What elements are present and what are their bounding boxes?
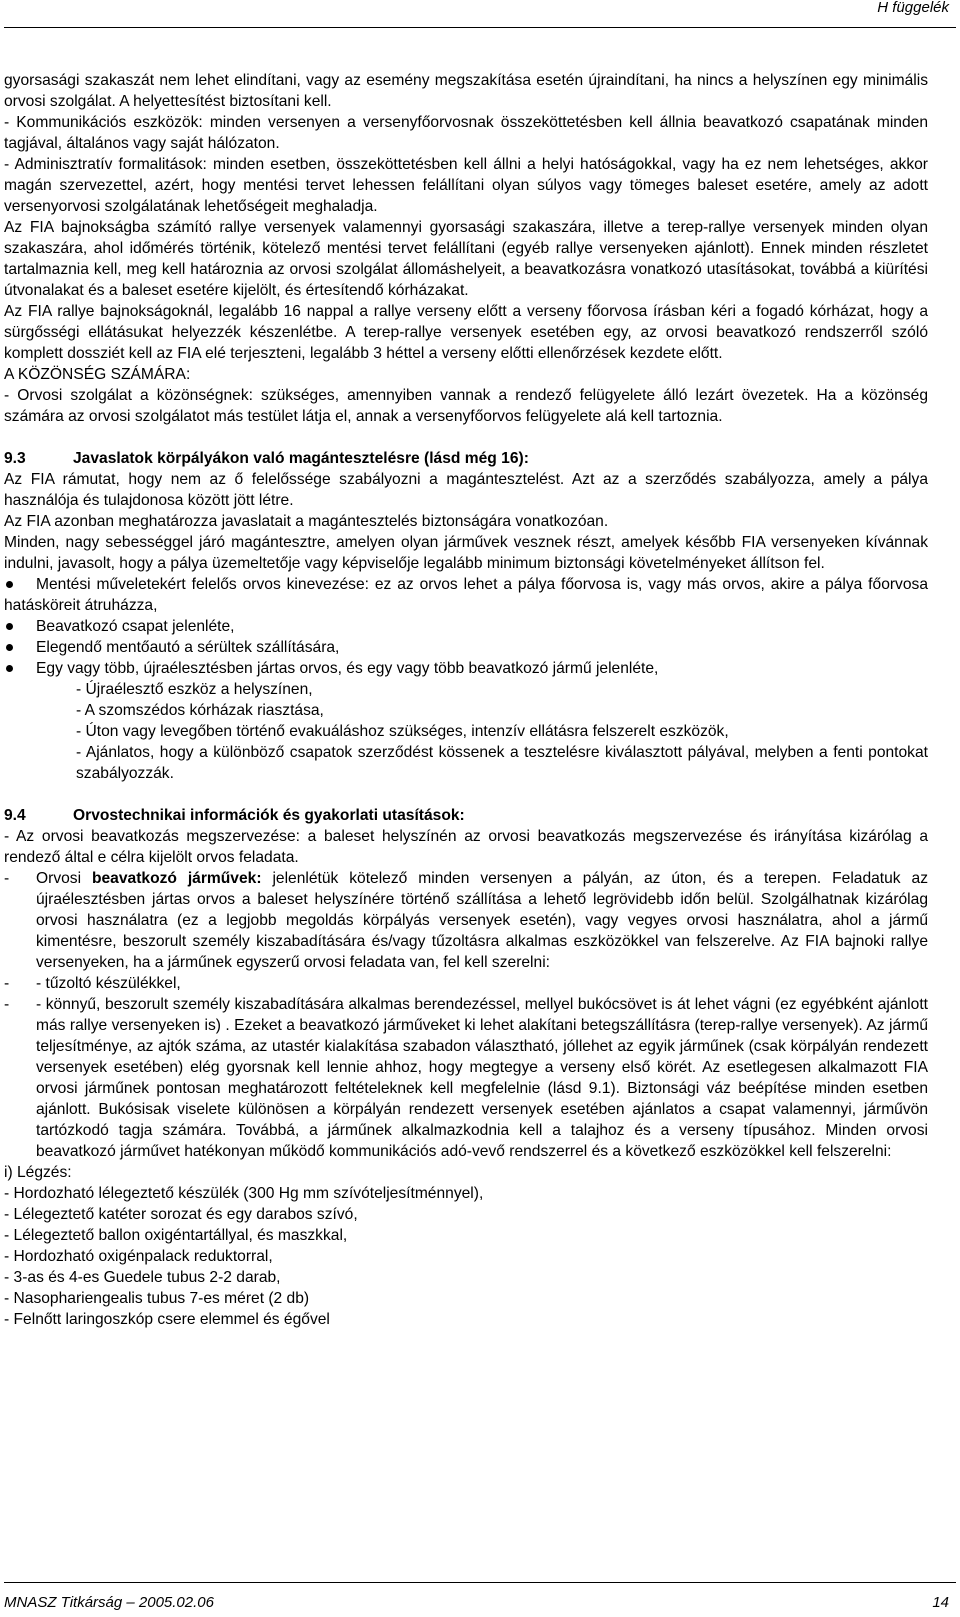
section-heading-9-3 — [4, 448, 928, 469]
list-item: Beavatkozó csapat jelenléte, — [4, 616, 928, 637]
header-rule — [4, 27, 956, 28]
list-item: Elegendő mentőautó a sérültek szállítására, — [4, 637, 928, 658]
paragraph: - Az orvosi beavatkozás megszervezése: a baleset helyszínén az orvosi beavatkozás megszervezése és irányítása kizárólag a rendező által e célra kijelölt orvos feladata. — [4, 828, 928, 866]
breathing-item: - Hordozható oxigénpalack reduktorral, — [4, 1248, 273, 1265]
sub-item: - Újraélesztő eszköz a helyszínen, — [76, 681, 313, 698]
page-number: 14 — [932, 1594, 949, 1611]
paragraph: Az FIA azonban meghatározza javaslatait a magántesztelés biztonságára vonatkozóan. — [4, 513, 609, 530]
breathing-item: - Lélegeztető ballon oxigéntartállyal, és maszkkal, — [4, 1227, 348, 1244]
paragraph: Minden, nagy sebességgel járó magántesztre, amelyen olyan járművek vesznek részt, amelyek később FIA versenyeken kívánnak indulni, javasolt, hogy a pálya üzemeltetője vagy képviselője legalább minimum biztonsági követelményeket állítson fel. — [4, 534, 928, 572]
section-title: Orvostechnikai információk és gyakorlati utasítások: — [73, 807, 465, 824]
bullet-icon — [6, 644, 13, 651]
equipment-item: - - tűzoltó készülékkel, — [4, 975, 181, 992]
paragraph: Az FIA rámutat, hogy nem az ő felelőssége szabályozni a magántesztelést. Azt az a szerződés szabályozza, amely a pálya használója és tulajdonosa között jött létre. — [4, 471, 928, 509]
breathing-title: i) Légzés: — [4, 1164, 72, 1181]
breathing-item: - Lélegeztető katéter sorozat és egy darabos szívó, — [4, 1206, 358, 1223]
section-heading-9-4 — [4, 805, 928, 826]
footer-organization: MNASZ Titkárság – 2005.02.06 — [4, 1594, 214, 1611]
equipment-item: - - könnyű, beszorult személy kiszabadítására alkalmas berendezéssel, mellyel bukócsövet is át lehet vágni (ez egyébként ajánlott más rallye versenyeken is) . Ezeket a beavatkozó járműveket ki lehet alakítani betegszállításra (terep-rallye versenyek). Az jármű teljesítménye, az ajtók száma, az utastér kialakítása szabadon választható, jóllehet az egyik járműnek (csak körpályán rendezett versenyek esetében) elég gyorsnak kell lennie ahhoz, hogy megtegye a verseny első körét. Az esetlegesen alkalmazott FIA orvosi járműnek pontosan meghatározott feltételeknek kell megfelelnie (lásd 9.1). Biztonsági váz beépítése minden esetben ajánlott. Bukósisak viselete különösen a körpályán rendezett versenyek esetében ajánlatos a csapat valamennyi, járművön tartózkodó tagja számára. Továbbá, a járműnek alkalmazkodnia kell a talajhoz és a verseny típusához. Minden orvosi beavatkozó járművet hatékonyan működő kommunikációs adó-vevő rendszerrel és a következő eszközökkel kell felszerelni: — [4, 996, 928, 1160]
paragraph: - Orvosi szolgálat a közönségnek: szükséges, amennyiben vannak a rendező felügyelete álló lezárt övezetek. Ha a közönség számára az orvosi szolgálatot más testület látja el, annak a versenyfőorvos felügyelete alá kell tartoznia. — [4, 387, 928, 425]
section-number: 9.4 — [4, 807, 26, 824]
bullet-icon — [6, 581, 13, 588]
paragraph: - Kommunikációs eszközök: minden versenyen a versenyfőorvosnak összeköttetésben kell állnia beavatkozó csapatának minden tagjával, általános vagy saját hálózaton. — [4, 114, 928, 152]
footer-rule — [4, 1582, 956, 1583]
paragraph: Az FIA rallye bajnokságoknál, legalább 16 nappal a rallye verseny előtt a verseny főorvosa írásban kéri a fogadó kórházat, hogy a sürgősségi ellátásukat helyezzék készenlétbe. A terep-rallye versenyek esetében egy, az orvosi beavatkozó rendszerről szóló komplett dossziét kell az FIA elé terjeszteni, legalább 3 héttel a verseny előtti ellenőrzések kezdete előtt. — [4, 303, 928, 362]
paragraph: gyorsasági szakaszát nem lehet elindítani, vagy az esemény megszakítása esetén újraindítani, ha nincs a helyszínen egy minimális orvosi szolgálat. A helyettesítést biztosítani kell. — [4, 72, 928, 110]
bullet-list — [4, 574, 928, 679]
list-item: Egy vagy több, újraélesztésben jártas orvos, és egy vagy több beavatkozó jármű jelenléte, — [4, 658, 928, 679]
bullet-icon — [6, 665, 13, 672]
paragraph: - Adminisztratív formalitások: minden esetben, összeköttetésben kell állni a helyi hatóságokkal, vagy ha ez nem lehetséges, akkor magán szervezettel, azért, hogy mentési tervet lehessen felállítani olyan súlyos vagy tömeges baleset esetére, amely az adott versenyorvosi szolgálatának lehetőségeit meghaladja. — [4, 156, 928, 215]
breathing-item: - Felnőtt laringoszkóp csere elemmel és égővel — [4, 1311, 330, 1328]
breathing-item: - Hordozható lélegeztető készülék (300 Hg mm szívóteljesítménnyel), — [4, 1185, 484, 1202]
breathing-item: - Nasophariengealis tubus 7-es méret (2 db) — [4, 1290, 310, 1307]
section-title: Javaslatok körpályákon való magántesztelésre (lásd még 16): — [73, 450, 529, 467]
paragraph: Az FIA bajnokságba számító rallye versenyek valamennyi gyorsasági szakaszára, illetve a terep-rallye versenyek minden olyan szakaszára, ahol időmérés történik, kötelező mentési tervet felállítani (egyéb rallye versenyeken ajánlott). Ennek minden részletet tartalmaznia kell, meg kell határoznia az orvosi szolgálat állomáshelyeit, a beavatkozásra vonatkozó utasításokat, továbbá a kiürítési útvonalakat és a baleset esetére kijelölt, és értesítendő kórházakat. — [4, 219, 928, 299]
list-item: Mentési műveletekért felelős orvos kinevezése: ez az orvos lehet a pálya főorvosa is, vagy más orvos, akire a pálya főorvosa hatásköreit átruházza, — [4, 576, 928, 614]
sub-item: - A szomszédos kórházak riasztása, — [76, 702, 324, 719]
section-number: 9.3 — [4, 450, 26, 467]
sub-item: - Ajánlatos, hogy a különböző csapatok szerződést kössenek a tesztelésre kiválasztott pályával, melyben a fenti pontokat szabályozzák. — [76, 744, 928, 782]
vehicle-paragraph: - Orvosi beavatkozó járművek: jelenlétük kötelező minden versenyen a pályán, az úton, és a terepen. Feladatuk az újraélesztésben jártas orvos a baleset helyszínére történő szállítása a lehető legrövidebb időn belül. Szolgálhatnak kizárólag orvosi használatra (ez a legjobb megoldás körpályás versenyek esetén), vagy vegyes orvosi használatra, ahol a jármű kimentésre, beszorult személy kiszabadítására és/vagy tűzoltásra alkalmas eszközökkel van felszerelve. Az FIA bajnoki rallye versenyeken, ha a járműnek egyszerű orvosi feladata van, fel kell szerelni: — [4, 870, 928, 971]
page-header: H függelék — [877, 0, 949, 16]
bold-term: beavatkozó járművek: — [91, 870, 262, 887]
subheading-public: A KÖZÖNSÉG SZÁMÁRA: — [4, 366, 191, 383]
document-body — [4, 70, 928, 1330]
breathing-item: - 3-as és 4-es Guedele tubus 2-2 darab, — [4, 1269, 281, 1286]
bullet-icon — [6, 623, 13, 630]
sub-item: - Úton vagy levegőben történő evakuáláshoz szükséges, intenzív ellátásra felszerelt eszközök, — [76, 723, 729, 740]
